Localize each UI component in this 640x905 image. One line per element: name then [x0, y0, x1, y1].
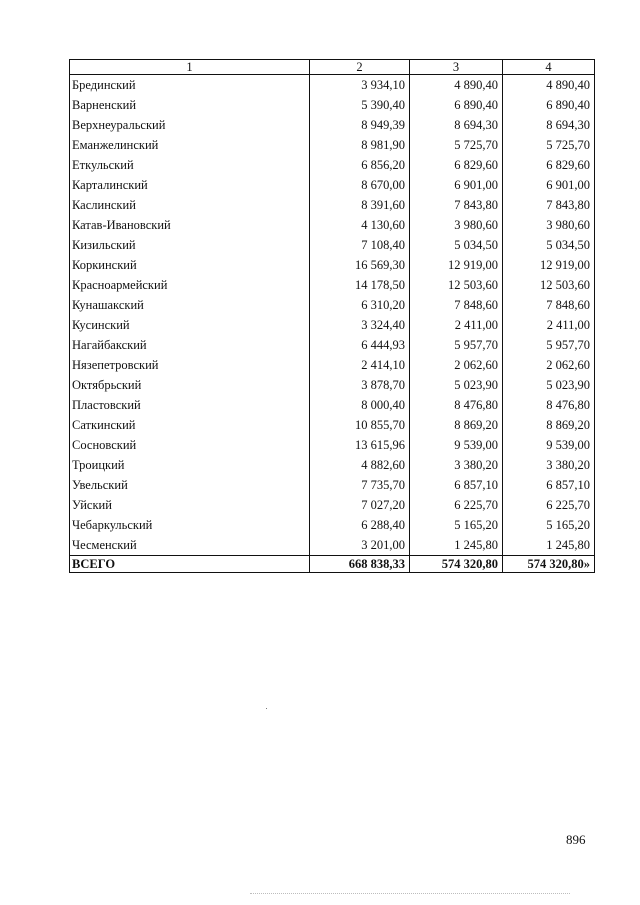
- table-row: [70, 475, 595, 495]
- district-name: Чебаркульский: [70, 515, 310, 535]
- table-row: [70, 255, 595, 275]
- value-col-2: 8 981,90: [310, 135, 410, 155]
- value-col-4: 5 023,90: [503, 375, 595, 395]
- value-col-4: 5 034,50: [503, 235, 595, 255]
- district-name: Нагайбакский: [70, 335, 310, 355]
- value-col-4: 5 725,70: [503, 135, 595, 155]
- value-col-3: 8 476,80: [410, 395, 503, 415]
- value-col-3: 3 380,20: [410, 455, 503, 475]
- value-col-4: 6 225,70: [503, 495, 595, 515]
- value-col-2: 6 444,93: [310, 335, 410, 355]
- value-col-2: 8 670,00: [310, 175, 410, 195]
- value-col-2: 6 310,20: [310, 295, 410, 315]
- value-col-4: 6 901,00: [503, 175, 595, 195]
- table-row: [70, 395, 595, 415]
- value-col-4: 1 245,80: [503, 535, 595, 556]
- district-name: Кусинский: [70, 315, 310, 335]
- table-row: [70, 315, 595, 335]
- value-col-4: 6 890,40: [503, 95, 595, 115]
- value-col-3: 6 829,60: [410, 155, 503, 175]
- district-name: Красноармейский: [70, 275, 310, 295]
- value-col-4: 12 503,60: [503, 275, 595, 295]
- district-name: Варненский: [70, 95, 310, 115]
- value-col-3: 5 725,70: [410, 135, 503, 155]
- district-name: Кунашакский: [70, 295, 310, 315]
- value-col-3: 5 165,20: [410, 515, 503, 535]
- district-name: Брединский: [70, 75, 310, 96]
- value-col-4: 2 062,60: [503, 355, 595, 375]
- district-name: Пластовский: [70, 395, 310, 415]
- district-name: Увельский: [70, 475, 310, 495]
- value-col-2: 7 027,20: [310, 495, 410, 515]
- value-col-4: 2 411,00: [503, 315, 595, 335]
- value-col-3: 7 843,80: [410, 195, 503, 215]
- value-col-2: 4 882,60: [310, 455, 410, 475]
- value-col-4: 5 957,70: [503, 335, 595, 355]
- district-name: Еманжелинский: [70, 135, 310, 155]
- district-name: Сосновский: [70, 435, 310, 455]
- value-col-3: 1 245,80: [410, 535, 503, 556]
- value-col-4: 4 890,40: [503, 75, 595, 96]
- value-col-4: 7 843,80: [503, 195, 595, 215]
- value-col-3: 4 890,40: [410, 75, 503, 96]
- table-row: [70, 375, 595, 395]
- district-name: Катав-Ивановский: [70, 215, 310, 235]
- table-row: [70, 155, 595, 175]
- table-row: [70, 195, 595, 215]
- table-row: [70, 455, 595, 475]
- table-row: [70, 175, 595, 195]
- district-name: Карталинский: [70, 175, 310, 195]
- value-col-4: 6 829,60: [503, 155, 595, 175]
- value-col-2: 7 108,40: [310, 235, 410, 255]
- value-col-4: 12 919,00: [503, 255, 595, 275]
- value-col-4: 7 848,60: [503, 295, 595, 315]
- scan-edge-marks: [250, 893, 570, 897]
- header-col-1: 1: [70, 60, 310, 75]
- value-col-3: 5 957,70: [410, 335, 503, 355]
- table-row: [70, 75, 595, 96]
- total-col-2: 668 838,33: [310, 556, 410, 573]
- page-number: 896: [566, 832, 586, 847]
- value-col-3: 12 503,60: [410, 275, 503, 295]
- value-col-2: 6 288,40: [310, 515, 410, 535]
- value-col-3: 6 225,70: [410, 495, 503, 515]
- value-col-2: 7 735,70: [310, 475, 410, 495]
- budget-table: [69, 59, 595, 573]
- total-col-4: 574 320,80»: [503, 556, 595, 573]
- value-col-3: 8 694,30: [410, 115, 503, 135]
- header-col-2: 2: [310, 60, 410, 75]
- table-row: [70, 335, 595, 355]
- value-col-4: 9 539,00: [503, 435, 595, 455]
- value-col-4: 8 694,30: [503, 115, 595, 135]
- value-col-2: 5 390,40: [310, 95, 410, 115]
- value-col-2: 14 178,50: [310, 275, 410, 295]
- district-name: Уйский: [70, 495, 310, 515]
- district-name: Коркинский: [70, 255, 310, 275]
- total-row: [70, 556, 595, 573]
- header-col-4: 4: [503, 60, 595, 75]
- scan-speck: [266, 708, 267, 709]
- value-col-3: 5 034,50: [410, 235, 503, 255]
- value-col-4: 8 476,80: [503, 395, 595, 415]
- table-row: [70, 355, 595, 375]
- table-row: [70, 275, 595, 295]
- table-row: [70, 535, 595, 556]
- total-label: ВСЕГО: [70, 556, 310, 573]
- value-col-2: 3 324,40: [310, 315, 410, 335]
- value-col-3: 6 857,10: [410, 475, 503, 495]
- value-col-2: 6 856,20: [310, 155, 410, 175]
- table-row: [70, 215, 595, 235]
- district-name: Октябрьский: [70, 375, 310, 395]
- value-col-2: 4 130,60: [310, 215, 410, 235]
- value-col-3: 2 411,00: [410, 315, 503, 335]
- value-col-2: 2 414,10: [310, 355, 410, 375]
- value-col-3: 2 062,60: [410, 355, 503, 375]
- value-col-4: 8 869,20: [503, 415, 595, 435]
- value-col-2: 16 569,30: [310, 255, 410, 275]
- value-col-2: 8 000,40: [310, 395, 410, 415]
- district-name: Троицкий: [70, 455, 310, 475]
- district-name: Саткинский: [70, 415, 310, 435]
- table-row: [70, 115, 595, 135]
- value-col-3: 9 539,00: [410, 435, 503, 455]
- value-col-3: 8 869,20: [410, 415, 503, 435]
- value-col-2: 10 855,70: [310, 415, 410, 435]
- table-body: [70, 75, 595, 556]
- value-col-3: 6 890,40: [410, 95, 503, 115]
- value-col-2: 8 949,39: [310, 115, 410, 135]
- table-row: [70, 95, 595, 115]
- value-col-2: 3 878,70: [310, 375, 410, 395]
- district-name: Верхнеуральский: [70, 115, 310, 135]
- table-row: [70, 495, 595, 515]
- table-row: [70, 295, 595, 315]
- district-name: Кизильский: [70, 235, 310, 255]
- value-col-3: 7 848,60: [410, 295, 503, 315]
- total-col-3: 574 320,80: [410, 556, 503, 573]
- table-row: [70, 515, 595, 535]
- table-row: [70, 415, 595, 435]
- value-col-2: 3 201,00: [310, 535, 410, 556]
- value-col-3: 3 980,60: [410, 215, 503, 235]
- district-name: Чесменский: [70, 535, 310, 556]
- district-name: Еткульский: [70, 155, 310, 175]
- value-col-2: 3 934,10: [310, 75, 410, 96]
- district-name: Каслинский: [70, 195, 310, 215]
- table-row: [70, 435, 595, 455]
- value-col-3: 5 023,90: [410, 375, 503, 395]
- table-row: [70, 235, 595, 255]
- value-col-4: 3 980,60: [503, 215, 595, 235]
- table-row: [70, 135, 595, 155]
- value-col-4: 5 165,20: [503, 515, 595, 535]
- value-col-4: 3 380,20: [503, 455, 595, 475]
- district-name: Нязепетровский: [70, 355, 310, 375]
- header-row: [70, 60, 595, 75]
- value-col-2: 13 615,96: [310, 435, 410, 455]
- value-col-3: 12 919,00: [410, 255, 503, 275]
- value-col-2: 8 391,60: [310, 195, 410, 215]
- value-col-3: 6 901,00: [410, 175, 503, 195]
- header-col-3: 3: [410, 60, 503, 75]
- value-col-4: 6 857,10: [503, 475, 595, 495]
